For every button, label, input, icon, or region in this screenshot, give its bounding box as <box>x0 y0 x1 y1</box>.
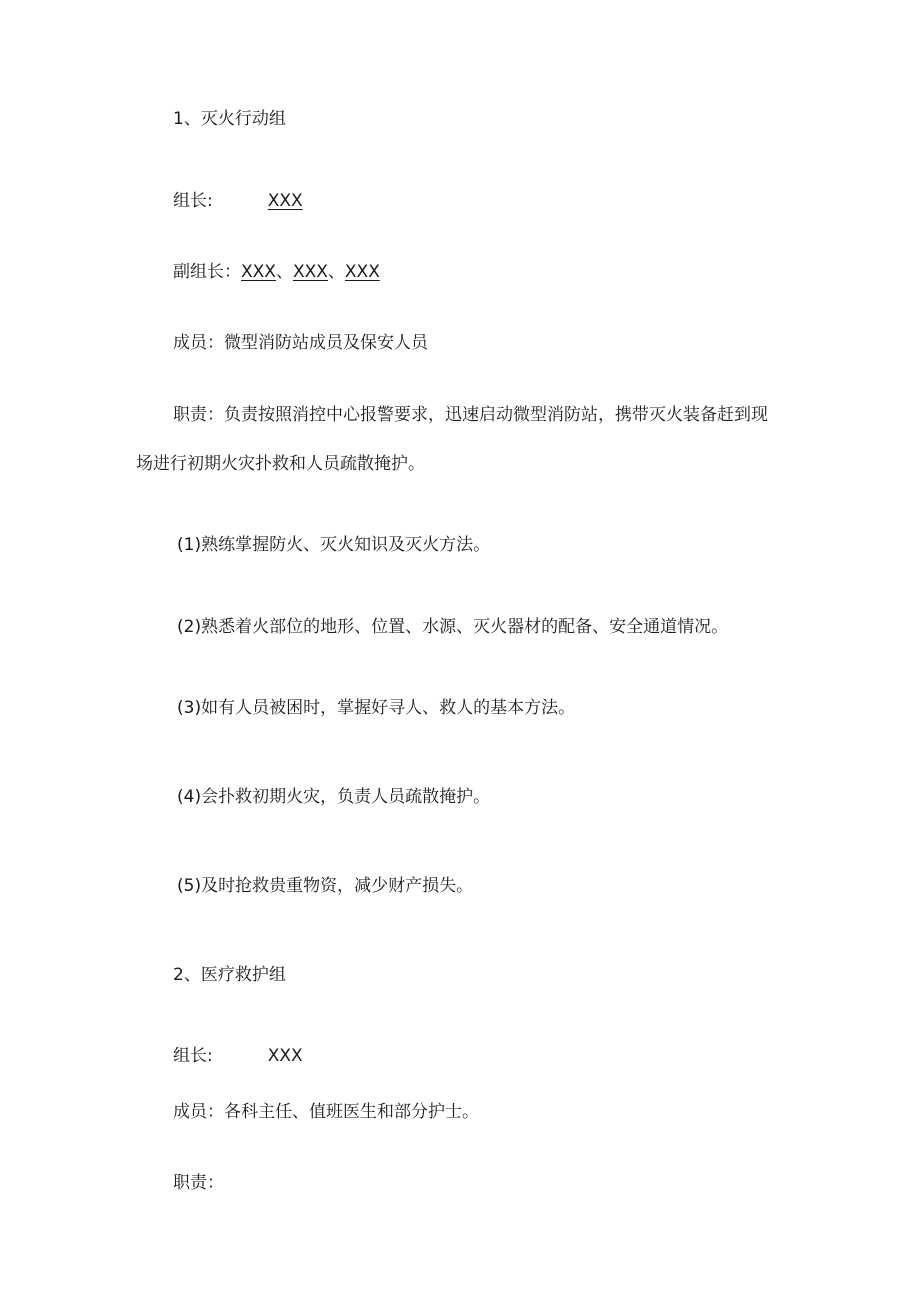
duty-item-2: (2)熟悉着火部位的地形、位置、水源、灭火器材的配备、安全通道情况。 <box>177 617 729 637</box>
section1-duty-line2: 场进行初期火灾扑救和人员疏散掩护。 <box>136 454 425 474</box>
duty-item-3: (3)如有人员被困时，掌握好寻人、救人的基本方法。 <box>177 698 576 718</box>
duty-item-1: (1)熟练掌握防火、灭火知识及灭火方法。 <box>177 535 491 555</box>
section2-duty-label: 职责： <box>173 1173 224 1193</box>
section1-duty-line1: 职责：负责按照消控中心报警要求，迅速启动微型消防站，携带灭火装备赶到现 <box>173 405 768 425</box>
duty-item-5: (5)及时抢救贵重物资，减少财产损失。 <box>177 876 474 896</box>
section1-leader-row <box>173 191 303 211</box>
section1-deputy-row <box>173 262 380 282</box>
separator: 、 <box>275 262 293 282</box>
deputy-name: XXX <box>241 262 276 282</box>
section1-members: 成员：微型消防站成员及保安人员 <box>173 333 428 353</box>
section2-members: 成员：各科主任、值班医生和部分护士。 <box>173 1102 479 1122</box>
deputy-name: XXX <box>344 262 380 282</box>
deputy-label: 副组长： <box>173 262 241 282</box>
section2-heading: 2、医疗救护组 <box>173 965 286 985</box>
separator: 、 <box>327 262 345 282</box>
deputy-name: XXX <box>292 262 328 282</box>
section2-leader-row <box>173 1046 303 1066</box>
leader-name: XXX <box>267 1046 303 1066</box>
leader-label: 组长: <box>173 1046 213 1066</box>
leader-name: XXX <box>267 191 303 211</box>
duty-item-4: (4)会扑救初期火灾，负责人员疏散掩护。 <box>177 787 491 807</box>
leader-label: 组长: <box>173 191 213 211</box>
section1-heading: 1、灭火行动组 <box>173 109 286 129</box>
